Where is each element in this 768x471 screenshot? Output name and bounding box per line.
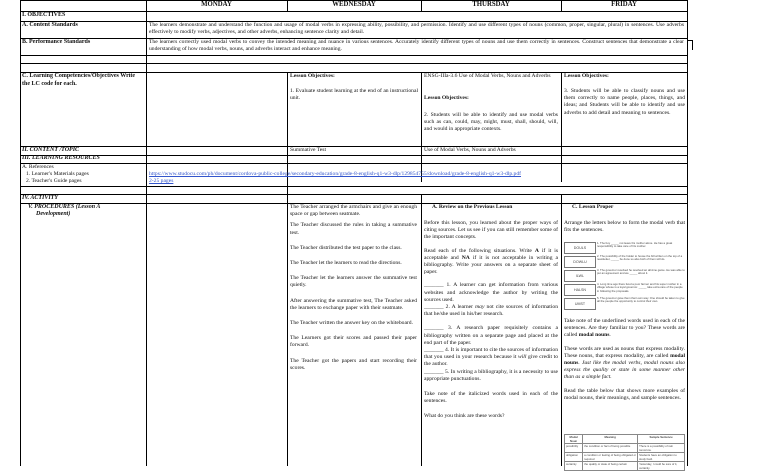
table-cell: There is a possibility of rain tomorrow. bbox=[638, 444, 685, 453]
grid-line bbox=[287, 72, 288, 466]
grid-line bbox=[687, 0, 688, 466]
thu-intro: Before this lesson, you learned about the proper ways of citing sources. Let us see if you can still remember some of the important concepts. bbox=[424, 220, 558, 241]
content-standards-label: A. Content Standards bbox=[22, 22, 78, 28]
content-topic-label: II. CONTENT /TOPIC bbox=[22, 147, 80, 153]
learning-resources-label: III. LEARNING RESOURCES bbox=[22, 155, 100, 161]
grid-line bbox=[561, 194, 562, 466]
grid-line bbox=[20, 55, 688, 56]
references-label: A. References bbox=[22, 164, 54, 170]
scramble-word: DOULS bbox=[564, 242, 596, 254]
wed-step: The Teacher distributed the test paper to the class. bbox=[290, 244, 402, 251]
thu-content: Use of Modal Verbs, Nouns and Adverbs bbox=[424, 147, 516, 153]
thu-competency-code: ENSG-IIIa-3.6 Use of Modal Verbs, Nouns and Adverbs bbox=[424, 73, 551, 79]
wed-step: The Teacher written the answer key on the whiteboard. bbox=[290, 320, 413, 327]
table-header: Meaning bbox=[583, 435, 638, 444]
modal-nouns-table bbox=[564, 434, 685, 471]
table-cell: possibility bbox=[565, 444, 583, 453]
grid-line bbox=[421, 194, 422, 466]
fri-modal-explain: These words are used as nouns that express modality. These nouns, that express modality, are called modal nouns. Just like the modal verbs, modal nouns also express the quality or state in some manner other than as a simple fact. bbox=[564, 345, 685, 381]
table-row bbox=[565, 462, 685, 471]
competencies-label: C. Learning Competencies/Objectives Write the LC code for each. bbox=[22, 73, 136, 87]
teachers-guide-label: 2. Teacher's Guide pages bbox=[26, 178, 82, 184]
table-cell: certainty bbox=[565, 462, 583, 471]
learners-materials-label: 1. Learner's Materials pages bbox=[26, 171, 89, 177]
table-cell: Yesterday, I could be sure of it, certainly. bbox=[638, 462, 685, 471]
grid-line bbox=[20, 63, 688, 64]
thu-review-heading: A. Review on the Previous Lesson bbox=[432, 204, 513, 210]
fri-intro: Arrange the letters below to form the modal verb that fits the sentences. bbox=[564, 220, 685, 234]
wed-step: The Teacher arranged the armchairs and give an enough space or gap between seatmate. bbox=[290, 204, 417, 218]
wed-objectives-text: 1. Evaluate student learning at the end of an instructional unit. bbox=[290, 88, 418, 102]
header-monday: MONDAY bbox=[201, 1, 232, 8]
resource-pages-link[interactable]: 2-25 pages bbox=[149, 178, 174, 184]
grid-line bbox=[692, 40, 693, 50]
scramble-word: UMST bbox=[564, 298, 596, 310]
grid-line bbox=[146, 0, 147, 466]
header-thursday: THURSDAY bbox=[472, 1, 510, 8]
wed-step: The Teacher let the learners answer the summative test quietly. bbox=[290, 275, 417, 289]
table-cell: the condition or fact of being possible bbox=[583, 444, 638, 453]
table-row bbox=[565, 444, 685, 453]
thu-objectives-text: 2. Students will be able to identify and use modal verbs such as can, could, may, might, must, shall, should, will, and would in appropriate contexts. bbox=[424, 112, 558, 133]
thu-objectives-heading: Lesson Objectives: bbox=[424, 95, 469, 101]
fri-table-intro: Read the table below that shows more examples of modal nouns, their meanings, and sample sentences. bbox=[564, 387, 685, 401]
thu-directions: Read each of the following situations. Write A if it is acceptable and NA if it is not acceptable in writing a bibliography. Write your answers on a separate sheet of paper. bbox=[424, 247, 558, 276]
table-header: Sample Sentence bbox=[638, 435, 685, 444]
thu-item: _______ 2. A learner may not cite sources of information that he/she used in his/her research. bbox=[424, 304, 558, 318]
thu-question: What do you think are these words? bbox=[424, 413, 505, 420]
thursday-procedure bbox=[424, 220, 558, 425]
scramble-sentence: 4. Long time ago there lived a poor farmer and his super mother in a village whose is a loyal governor. _____ take extra care of the people in following the proposals. bbox=[597, 282, 683, 293]
performance-standards-text: The learners correctly used modal verbs to convey the intended meaning and nuance in various sentences. Accurately identify different types of nouns and use them correctly in sentences. Construct sentences that demonstrate a clear understanding of how modal verbs, nouns, and adverbs interact and enhance meaning. bbox=[149, 39, 684, 53]
grid-line bbox=[561, 72, 562, 182]
scramble-sentence: 2. The possibility of the holder to house the bill written on the top of a newsletter, _____ be done so also both of them will do. bbox=[597, 254, 683, 262]
thu-item: _______ 4. It is important to cite the sources of information that you used in your research because it will give credit to the author. bbox=[424, 347, 558, 368]
wed-step: The Teacher let the learners to read the directions. bbox=[290, 260, 402, 267]
objectives-title: I. OBJECTIVES bbox=[22, 12, 66, 18]
thu-note: Take note of the italicized words used in each of the sentences. bbox=[424, 391, 558, 405]
scramble-word: DOWLU bbox=[564, 256, 596, 268]
fri-modal-note: Take note of the underlined words used in each of the sentences. Are they familiar to you? These words are called modal nouns. bbox=[564, 318, 685, 339]
performance-standards-label: B. Performance Standards bbox=[22, 39, 91, 45]
header-wednesday: WEDNESDAY bbox=[332, 1, 376, 8]
wed-step: The Learners got their scores and passed their paper forward. bbox=[290, 335, 417, 349]
wed-step: After answering the summative test, The Teacher asked the learners to exchange paper with their seatmate. bbox=[290, 297, 417, 311]
thu-item: _______ 5. In writing a bibliography, it is a necessity to use appropriate punctuations. bbox=[424, 368, 558, 382]
wednesday-procedure bbox=[290, 204, 417, 376]
scramble-word: ILWL bbox=[564, 270, 596, 282]
table-cell: Students have an obligation to study hard. bbox=[638, 453, 685, 462]
table-cell: the quality or state of being certain bbox=[583, 462, 638, 471]
grid-line bbox=[20, 0, 21, 466]
content-standards-text: The learners demonstrate and understand the function and usage of modal verbs in expressing ability, possibility, and permission. Identify and use different types of nouns (common, proper, singular, plural) in sentences. Use adverbs effectively to modify verbs, adjectives, and other adverbs, enhancing sentence clarity and detail. bbox=[149, 22, 684, 36]
grid-line bbox=[421, 72, 422, 182]
scramble-word: HALSN bbox=[564, 284, 596, 296]
table-row bbox=[565, 453, 685, 462]
table-header: Modal Noun bbox=[565, 435, 583, 444]
procedures-label: V. PROCEDURES (Lesson A bbox=[28, 204, 101, 210]
table-cell: a condition or feeling of being obligated or required bbox=[584, 453, 637, 461]
wed-objectives-heading: Lesson Objectives: bbox=[290, 73, 335, 79]
fri-lesson-heading: C. Lesson Proper bbox=[572, 204, 614, 210]
table-header-row bbox=[565, 435, 685, 444]
scramble-sentence: 1. The boy _____ not leave his mother alone. He has a great responsibility to take care of his mother. bbox=[597, 241, 673, 249]
fri-objectives-text: 3. Students will be able to classify nouns and use them correctly to name people, places, things, and ideas; and Students will be able to identify and use adverbs to add detail and meaning to sentences. bbox=[564, 88, 685, 116]
scramble-sentence: 3. The governor resolved he resolved an all-time game. He was able to put an agreement and we _____ about it. bbox=[597, 268, 685, 276]
resource-link[interactable]: https://www.studocu.com/ph/document/cordova-public-college/secondary-education/grade-8-english-q1-w3-dlp/129854755/download/grade-8-english-q1-w3-dlp.pdf bbox=[149, 171, 521, 177]
table-cell: obligation bbox=[565, 453, 583, 462]
grid-line bbox=[20, 186, 688, 187]
friday-procedure-body bbox=[564, 318, 685, 406]
header-friday: FRIDAY bbox=[611, 1, 637, 8]
scramble-sentence: 5. The governor gave them their own way. One should be taken to give all the people the opportunity to control their own. bbox=[597, 296, 685, 304]
fri-objectives-heading: Lesson Objectives: bbox=[564, 73, 609, 79]
wed-step: The Teacher got the papers and start recording their scores. bbox=[290, 357, 417, 371]
activity-label: IV. ACTIVITY bbox=[22, 195, 59, 201]
wed-step: The Teacher discussed the rules in taking a summative test. bbox=[290, 222, 417, 236]
scramble-exercise bbox=[564, 242, 685, 312]
thu-item: _______ 1. A learner can get information from various websites and acknowledge the author by writing the sources used. bbox=[424, 282, 558, 303]
thu-item: _______ 3. A research paper requisitely contains a bibliography written on a separate page and placed at the end part of the paper. bbox=[424, 325, 558, 346]
procedures-label-cont: Development) bbox=[36, 211, 71, 217]
wed-content: Summative Test bbox=[290, 147, 327, 153]
